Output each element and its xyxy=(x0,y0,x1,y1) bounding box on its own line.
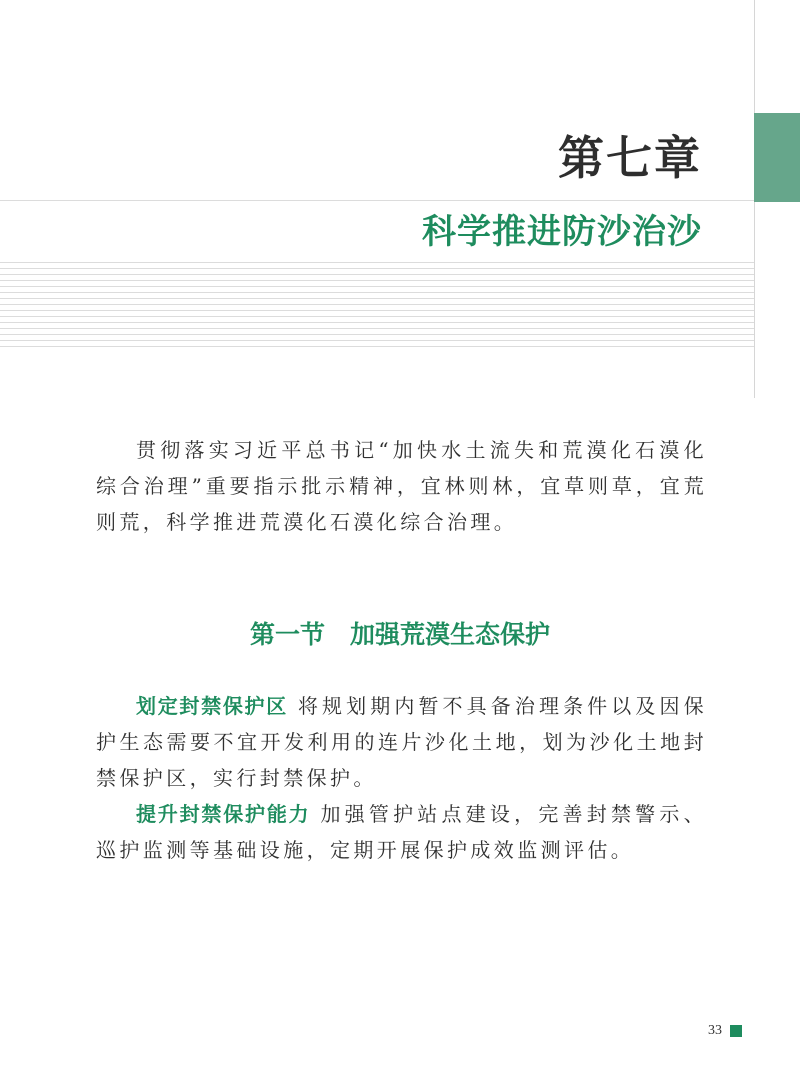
page-footer xyxy=(708,1023,742,1039)
chapter-title: 第七章 xyxy=(546,130,702,186)
section-paragraph xyxy=(96,688,707,796)
page-marker-square-icon xyxy=(730,1025,742,1037)
section-heading: 第一节 加强荒漠生态保护 xyxy=(249,620,550,649)
paragraph-text: 加强管护站点建设，完善封禁警示、巡护监测等基础设施，定期开展保护成效监测评估。 xyxy=(96,802,707,862)
paragraph-term: 划定封禁保护区 xyxy=(136,694,288,718)
paragraph-term: 提升封禁保护能力 xyxy=(136,802,311,826)
intro-paragraph: 贯彻落实习近平总书记“加快水土流失和荒漠化石漠化综合治理”重要指示批示精神，宜林则林，宜草则草，宜荒则荒，科学推进荒漠化石漠化综合治理。 xyxy=(96,438,707,534)
chapter-subtitle: 科学推进防沙治沙 xyxy=(408,208,702,256)
page-number: 33 xyxy=(708,1023,722,1038)
chapter-tab xyxy=(754,113,800,202)
section-paragraph xyxy=(96,796,707,868)
paragraph-text: 将规划期内暂不具备治理条件以及因保护生态需要不宜开发利用的连片沙化土地，划为沙化土地封禁保护区，实行封禁保护。 xyxy=(96,694,707,790)
